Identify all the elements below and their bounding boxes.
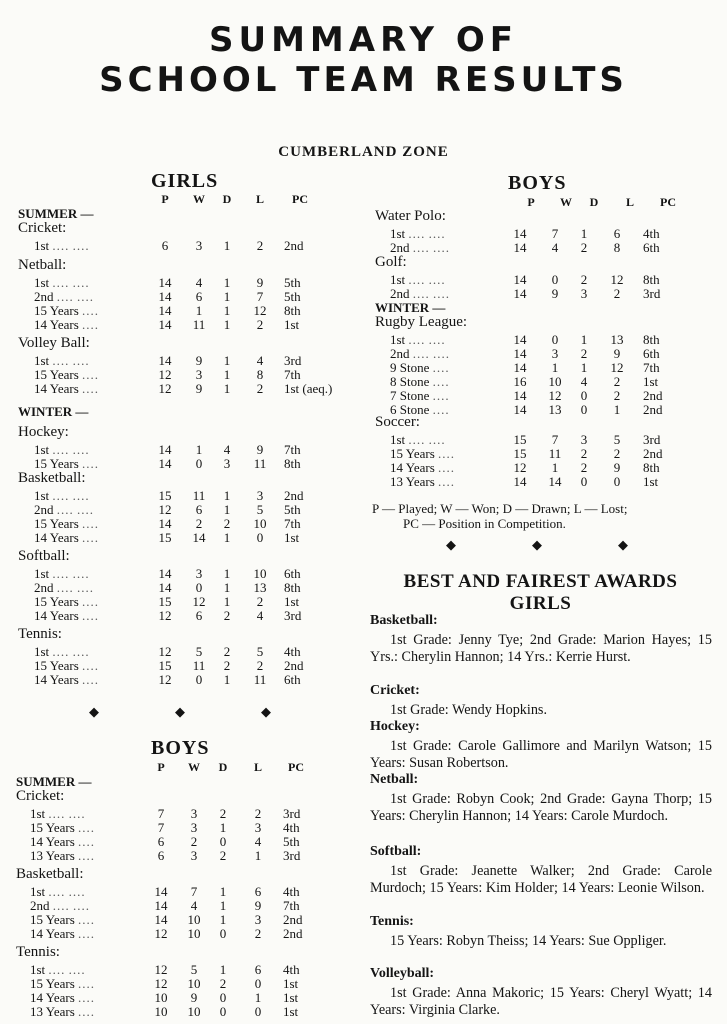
sport-name: Cricket: bbox=[16, 788, 65, 804]
sport-name: Tennis: bbox=[16, 944, 60, 960]
result-row: 8 Stone .... 16 10 4 2 1st bbox=[390, 374, 659, 389]
boys-summer-heading: BOYS bbox=[151, 737, 210, 759]
result-row: 14 Years .... 12 9 1 2 1st (aeq.) bbox=[34, 381, 333, 396]
result-row: 1st .... .... 14 3 1 10 6th bbox=[34, 566, 301, 581]
result-row: 1st .... .... 7 3 2 2 3rd bbox=[30, 806, 301, 821]
result-row: 15 Years .... 14 1 1 12 8th bbox=[34, 303, 301, 318]
awards-subtitle: GIRLS bbox=[509, 593, 572, 614]
result-row: 15 Years .... 15 11 2 2 2nd bbox=[34, 658, 304, 673]
col-l: L bbox=[253, 760, 262, 774]
award-heading: Volleyball: bbox=[370, 966, 435, 981]
result-row: 1st .... .... 14 1 4 9 7th bbox=[34, 442, 301, 457]
legend-line-2: PC — Position in Competition. bbox=[403, 516, 566, 531]
result-row: 1st .... .... 14 7 1 6 4th bbox=[390, 226, 660, 241]
diamond-divider-icon: ◆ bbox=[446, 538, 456, 553]
col-d: D bbox=[222, 192, 232, 206]
award-text: 1st Grade: Anna Makoric; 15 Years: Cheryl Wyatt; 14 Years: Virginia Clarke. bbox=[370, 985, 712, 1018]
sport-name: Hockey: bbox=[18, 424, 69, 440]
sport-name: Basketball: bbox=[18, 470, 86, 486]
result-row: 15 Years .... 14 0 3 11 8th bbox=[34, 456, 301, 471]
sport-name: Cricket: bbox=[18, 220, 67, 236]
col-pc: PC bbox=[660, 195, 676, 209]
award-heading: Cricket: bbox=[370, 683, 420, 698]
col-d: D bbox=[218, 760, 228, 774]
diamond-divider-icon: ◆ bbox=[89, 705, 99, 720]
result-row: 1st .... .... 14 7 1 6 4th bbox=[30, 884, 300, 899]
result-row: 15 Years .... 7 3 1 3 4th bbox=[30, 820, 300, 835]
col-l: L bbox=[625, 195, 634, 209]
award-text: 1st Grade: Carole Gallimore and Marilyn Watson; 15 Years: Susan Robertson. bbox=[370, 738, 712, 771]
award-text: 1st Grade: Robyn Cook; 2nd Grade: Gayna Thorp; 15 Years: Cherylin Hannon; 14 Years: Carole Murdoch. bbox=[370, 791, 712, 824]
col-p: P bbox=[157, 760, 165, 774]
result-row: 1st .... .... 15 11 1 3 2nd bbox=[34, 488, 304, 503]
result-row: 1st .... .... 12 5 1 6 4th bbox=[30, 962, 300, 977]
col-pc: PC bbox=[288, 760, 304, 774]
legend-line-1: P — Played; W — Won; D — Drawn; L — Lost; bbox=[372, 501, 628, 516]
sport-name: Basketball: bbox=[16, 866, 84, 882]
awards-title: BEST AND FAIREST AWARDS bbox=[403, 571, 678, 592]
result-row: 1st .... .... 14 0 2 12 8th bbox=[390, 272, 660, 287]
girls-winter-label: WINTER — bbox=[18, 404, 89, 419]
result-row: 1st .... .... 6 3 1 2 2nd bbox=[34, 238, 304, 253]
result-row: 1st .... .... 12 5 2 5 4th bbox=[34, 644, 301, 659]
result-row: 2nd .... .... 14 3 2 9 6th bbox=[390, 346, 660, 361]
result-row: 15 Years .... 14 10 1 3 2nd bbox=[30, 912, 303, 927]
result-row: 2nd .... .... 12 6 1 5 5th bbox=[34, 502, 301, 517]
award-text: 1st Grade: Jenny Tye; 2nd Grade: Marion Hayes; 15 Yrs.: Cherylin Hannon; 14 Yrs.: Kerrie Hurst. bbox=[370, 632, 712, 665]
result-row: 15 Years .... 15 12 1 2 1st bbox=[34, 594, 300, 609]
col-p: P bbox=[527, 195, 535, 209]
result-row: 15 Years .... 14 2 2 10 7th bbox=[34, 516, 301, 531]
result-row: 13 Years .... 14 14 0 0 1st bbox=[390, 474, 659, 489]
sport-name: Softball: bbox=[18, 548, 70, 564]
result-row: 7 Stone .... 14 12 0 2 2nd bbox=[390, 388, 663, 403]
result-row: 14 Years .... 12 0 1 11 6th bbox=[34, 672, 301, 687]
girls-heading: GIRLS bbox=[151, 170, 219, 192]
sport-name: Rugby League: bbox=[375, 314, 468, 330]
col-d: D bbox=[589, 195, 599, 209]
result-row: 15 Years .... 12 3 1 8 7th bbox=[34, 367, 301, 382]
result-row: 15 Years .... 15 11 2 2 2nd bbox=[390, 446, 663, 461]
col-w: W bbox=[193, 192, 205, 206]
result-row: 9 Stone .... 14 1 1 12 7th bbox=[390, 360, 660, 375]
result-row: 2nd .... .... 14 4 2 8 6th bbox=[390, 240, 660, 255]
result-row: 14 Years .... 12 1 2 9 8th bbox=[390, 460, 660, 475]
award-heading: Basketball: bbox=[370, 613, 438, 628]
sport-name: Netball: bbox=[18, 257, 67, 273]
result-row: 1st .... .... 14 0 1 13 8th bbox=[390, 332, 660, 347]
result-row: 14 Years .... 15 14 1 0 1st bbox=[34, 530, 300, 545]
col-p: P bbox=[161, 192, 169, 206]
col-pc: PC bbox=[292, 192, 308, 206]
award-text: 15 Years: Robyn Theiss; 14 Years: Sue Oppliger. bbox=[390, 933, 667, 949]
award-heading: Softball: bbox=[370, 844, 422, 859]
col-l: L bbox=[255, 192, 264, 206]
diamond-divider-icon: ◆ bbox=[618, 538, 628, 553]
result-row: 14 Years .... 12 6 2 4 3rd bbox=[34, 608, 302, 623]
diamond-divider-icon: ◆ bbox=[532, 538, 542, 553]
col-w: W bbox=[560, 195, 572, 209]
result-row: 14 Years .... 12 10 0 2 2nd bbox=[30, 926, 303, 941]
award-heading: Netball: bbox=[370, 772, 419, 787]
diamond-divider-icon: ◆ bbox=[175, 705, 185, 720]
boys-winter-label: WINTER — bbox=[375, 300, 446, 315]
girls-summer-label: SUMMER — bbox=[18, 206, 94, 221]
result-row: 1st .... .... 14 9 1 4 3rd bbox=[34, 353, 302, 368]
sport-name: Tennis: bbox=[18, 626, 62, 642]
result-row: 13 Years .... 6 3 2 1 3rd bbox=[30, 848, 301, 863]
col-w: W bbox=[188, 760, 200, 774]
result-row: 15 Years .... 12 10 2 0 1st bbox=[30, 976, 299, 991]
sport-name: Soccer: bbox=[375, 414, 420, 430]
result-row: 14 Years .... 6 2 0 4 5th bbox=[30, 834, 300, 849]
sport-name: Volley Ball: bbox=[18, 335, 90, 351]
result-row: 14 Years .... 10 9 0 1 1st bbox=[30, 990, 299, 1005]
sport-name: Water Polo: bbox=[375, 208, 446, 224]
result-row: 2nd .... .... 14 0 1 13 8th bbox=[34, 580, 301, 595]
award-heading: Tennis: bbox=[370, 914, 414, 929]
page-title-line-2: SCHOOL TEAM RESULTS bbox=[99, 60, 628, 100]
zone-heading: CUMBERLAND ZONE bbox=[278, 144, 449, 160]
result-row: 1st .... .... 14 4 1 9 5th bbox=[34, 275, 301, 290]
result-row: 1st .... .... 15 7 3 5 3rd bbox=[390, 432, 661, 447]
boys-winter-heading: BOYS bbox=[508, 172, 567, 194]
result-row: 6 Stone .... 14 13 0 1 2nd bbox=[390, 402, 663, 417]
sport-name: Golf: bbox=[375, 254, 407, 270]
result-row: 2nd .... .... 14 6 1 7 5th bbox=[34, 289, 301, 304]
result-row: 14 Years .... 14 11 1 2 1st bbox=[34, 317, 300, 332]
result-row: 2nd .... .... 14 9 3 2 3rd bbox=[390, 286, 661, 301]
diamond-divider-icon: ◆ bbox=[261, 705, 271, 720]
result-row: 13 Years .... 10 10 0 0 1st bbox=[30, 1004, 299, 1019]
award-text: 1st Grade: Wendy Hopkins. bbox=[390, 702, 548, 718]
award-text: 1st Grade: Jeanette Walker; 2nd Grade: Carole Murdoch; 15 Years: Kim Holder; 14 Years: Leonie Wilson. bbox=[370, 863, 712, 896]
page-title-line-1: SUMMARY OF bbox=[209, 20, 518, 60]
award-heading: Hockey: bbox=[370, 719, 420, 734]
boys-summer-label: SUMMER — bbox=[16, 774, 92, 789]
result-row: 2nd .... .... 14 4 1 9 7th bbox=[30, 898, 300, 913]
